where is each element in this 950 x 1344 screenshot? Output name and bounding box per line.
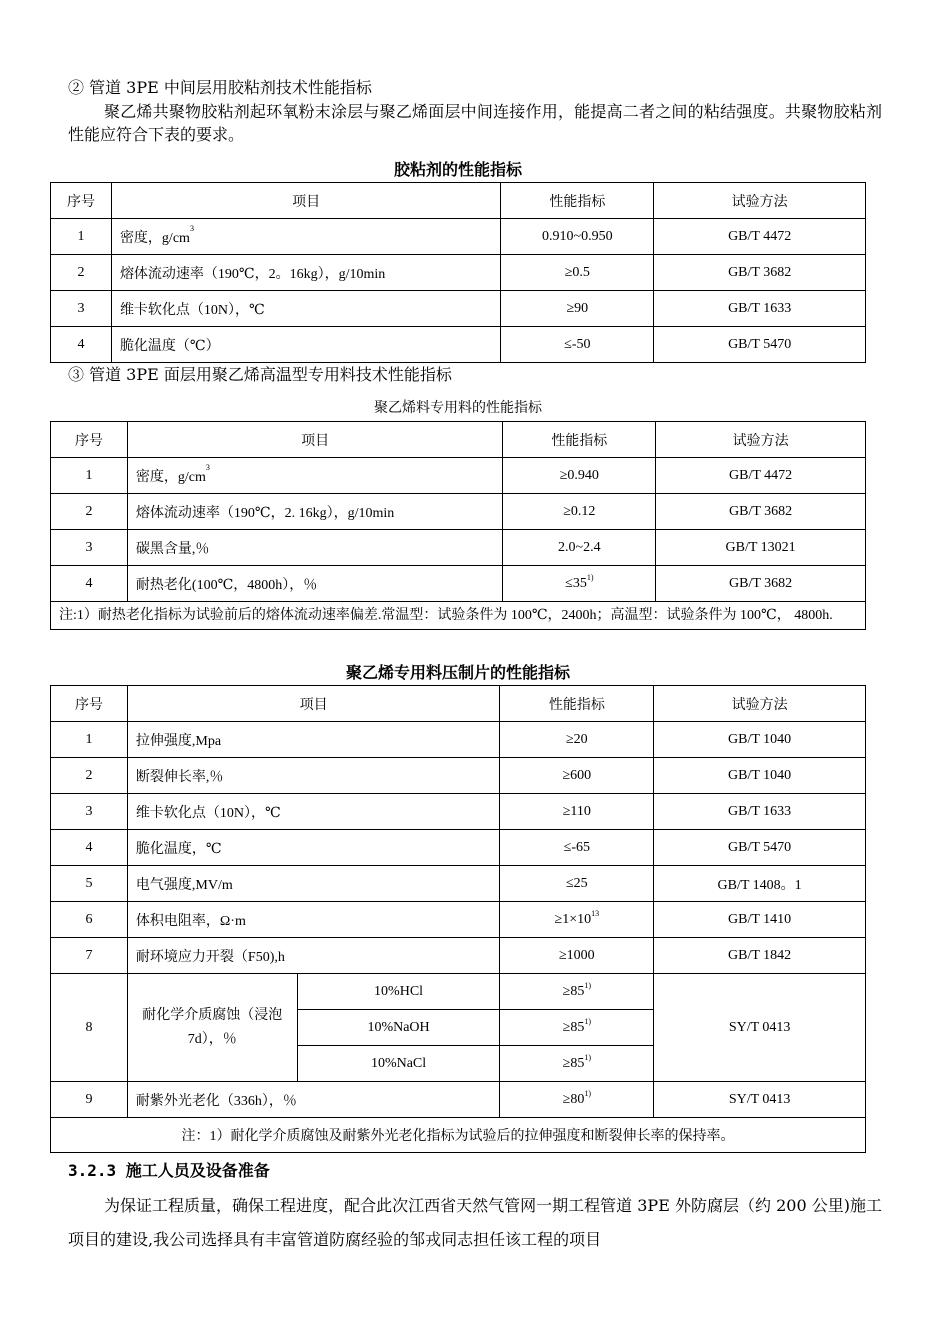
cell-method: GB/T 1633 — [654, 794, 866, 830]
table-title-pressed-sheet: 聚乙烯专用料压制片的性能指标 — [345, 663, 570, 682]
header-no: 序号 — [51, 422, 128, 458]
cell-item: 维卡软化点（10N），℃ — [127, 794, 500, 830]
cell-item: 电气强度,MV/m — [127, 866, 500, 902]
table-row — [51, 1082, 866, 1118]
cell-value: ≥20 — [500, 722, 654, 758]
cell-no: 1 — [51, 219, 112, 255]
cell-no: 3 — [51, 530, 128, 566]
cell-method: GB/T 5470 — [654, 327, 866, 363]
table-row — [51, 866, 866, 902]
cell-method: GB/T 1633 — [654, 291, 866, 327]
cell-method: SY/T 0413 — [654, 974, 866, 1082]
cell-item: 耐紫外光老化（336h），％ — [127, 1082, 500, 1118]
table-row — [51, 255, 866, 291]
table-polyethylene — [50, 421, 866, 630]
cell-item: 拉伸强度,Mpa — [127, 722, 500, 758]
cell-method: GB/T 13021 — [656, 530, 866, 566]
cell-item: 断裂伸长率,％ — [127, 758, 500, 794]
cell-value: $\ge 1\times 10^{13}$ — [500, 902, 654, 938]
section-heading-polyethylene: ③ 管道 3PE 面层用聚乙烯高温型专用料技术性能指标 — [68, 365, 452, 384]
table-note-row — [51, 1118, 866, 1153]
cell-medium: 10%HCl — [297, 974, 500, 1010]
cell-no: 9 — [51, 1082, 128, 1118]
cell-value: $\ge 85^{1)}$ — [500, 1046, 654, 1082]
header-no: 序号 — [51, 686, 128, 722]
cell-medium: 10%NaOH — [297, 1010, 500, 1046]
cell-no: 4 — [51, 327, 112, 363]
table-row — [51, 327, 866, 363]
cell-item: 密度，$g/cm^3$ — [111, 219, 500, 255]
table-row — [51, 219, 866, 255]
table-adhesive — [50, 182, 866, 363]
cell-value: $\ge 80^{1)}$ — [500, 1082, 654, 1118]
header-value: 性能指标 — [503, 422, 656, 458]
cell-value: $\ge 85^{1)}$ — [500, 974, 654, 1010]
table-row — [51, 794, 866, 830]
cell-value: $\le 35^{1)}$ — [503, 566, 656, 602]
header-method: 试验方法 — [654, 686, 866, 722]
cell-value: 0.910~0.950 — [501, 219, 654, 255]
cell-method: GB/T 4472 — [654, 219, 866, 255]
cell-no: 1 — [51, 722, 128, 758]
cell-value: ≥90 — [501, 291, 654, 327]
cell-value: $\ge 85^{1)}$ — [500, 1010, 654, 1046]
cell-value: ≤25 — [500, 866, 654, 902]
cell-value: ≥0.940 — [503, 458, 656, 494]
header-method: 试验方法 — [654, 183, 866, 219]
table-note: 注:1）耐热老化指标为试验前后的熔体流动速率偏差.常温型：试验条件为 100℃，2400h；高温型：试验条件为 100℃， 4800h. — [51, 602, 866, 630]
paragraph-adhesive: 聚乙烯共聚物胶粘剂起环氧粉末涂层与聚乙烯面层中间连接作用，能提高二者之间的粘结强度。共聚物胶粘剂性能应符合下表的要求。 — [68, 102, 882, 144]
cell-method: GB/T 1408。1 — [654, 866, 866, 902]
table-row — [51, 458, 866, 494]
cell-value: 2.0~2.4 — [503, 530, 656, 566]
cell-method: GB/T 4472 — [656, 458, 866, 494]
table-row — [51, 530, 866, 566]
cell-value: ≥110 — [500, 794, 654, 830]
header-method: 试验方法 — [656, 422, 866, 458]
cell-method: GB/T 1040 — [654, 722, 866, 758]
table-row — [51, 830, 866, 866]
cell-value: ≤-65 — [500, 830, 654, 866]
cell-method: GB/T 1040 — [654, 758, 866, 794]
cell-value: ≥600 — [500, 758, 654, 794]
table-row — [51, 902, 866, 938]
table-header-row — [51, 422, 866, 458]
paragraph-personnel: 为保证工程质量，确保工程进度，配合此次江西省天然气管网一期工程管道 3PE 外防腐层（约 200 公里)施工项目的建设,我公司选择具有丰富管道防腐经验的邹戎同志担任该工程的项目 — [68, 1196, 882, 1249]
cell-no: 3 — [51, 291, 112, 327]
cell-item: 耐化学介质腐蚀（浸泡 7d），％ — [127, 974, 297, 1082]
cell-method: GB/T 1842 — [654, 938, 866, 974]
table-title-adhesive: 胶粘剂的性能指标 — [393, 160, 522, 179]
cell-medium: 10%NaCl — [297, 1046, 500, 1082]
cell-no: 2 — [51, 758, 128, 794]
table-row — [51, 722, 866, 758]
cell-method: GB/T 1410 — [654, 902, 866, 938]
table-header-row — [51, 686, 866, 722]
cell-item: 体积电阻率，Ω·m — [127, 902, 500, 938]
cell-item: 密度，$g/cm^3$ — [127, 458, 503, 494]
cell-method: SY/T 0413 — [654, 1082, 866, 1118]
cell-value: ≤-50 — [501, 327, 654, 363]
cell-item: 碳黑含量,％ — [127, 530, 503, 566]
cell-method: GB/T 3682 — [656, 566, 866, 602]
cell-no: 2 — [51, 255, 112, 291]
cell-no: 8 — [51, 974, 128, 1082]
header-value: 性能指标 — [501, 183, 654, 219]
table-row — [51, 938, 866, 974]
cell-no: 3 — [51, 794, 128, 830]
cell-method: GB/T 5470 — [654, 830, 866, 866]
cell-item: 脆化温度（℃） — [111, 327, 500, 363]
cell-no: 5 — [51, 866, 128, 902]
cell-item: 熔体流动速率（190℃，2。16kg），g/10min — [111, 255, 500, 291]
cell-method: GB/T 3682 — [654, 255, 866, 291]
section-heading-adhesive: ② 管道 3PE 中间层用胶粘剂技术性能指标 — [68, 78, 372, 97]
cell-value: ≥1000 — [500, 938, 654, 974]
header-item: 项目 — [127, 422, 503, 458]
table-row — [51, 291, 866, 327]
section-heading-personnel: 3.2.3 施工人员及设备准备 — [68, 1161, 270, 1180]
table-note: 注：1）耐化学介质腐蚀及耐紫外光老化指标为试验后的拉伸强度和断裂伸长率的保持率。 — [51, 1118, 866, 1153]
cell-item: 耐环境应力开裂（F50),h — [127, 938, 500, 974]
header-item: 项目 — [111, 183, 500, 219]
cell-no: 2 — [51, 494, 128, 530]
table-note-row — [51, 602, 866, 630]
cell-item: 维卡软化点（10N），℃ — [111, 291, 500, 327]
cell-no: 1 — [51, 458, 128, 494]
table-row — [51, 494, 866, 530]
cell-value: ≥0.5 — [501, 255, 654, 291]
cell-no: 4 — [51, 830, 128, 866]
cell-item: 熔体流动速率（190℃，2. 16kg），g/10min — [127, 494, 503, 530]
cell-value: ≥0.12 — [503, 494, 656, 530]
cell-item: 脆化温度，℃ — [127, 830, 500, 866]
table-pressed-sheet — [50, 685, 866, 1153]
table-row — [51, 974, 866, 1010]
cell-no: 6 — [51, 902, 128, 938]
cell-item: 耐热老化(100℃，4800h），％ — [127, 566, 503, 602]
table-header-row — [51, 183, 866, 219]
table-row — [51, 758, 866, 794]
header-item: 项目 — [127, 686, 500, 722]
table-row — [51, 566, 866, 602]
header-no: 序号 — [51, 183, 112, 219]
cell-method: GB/T 3682 — [656, 494, 866, 530]
cell-no: 4 — [51, 566, 128, 602]
cell-no: 7 — [51, 938, 128, 974]
header-value: 性能指标 — [500, 686, 654, 722]
table-title-polyethylene: 聚乙烯料专用料的性能指标 — [374, 400, 542, 416]
